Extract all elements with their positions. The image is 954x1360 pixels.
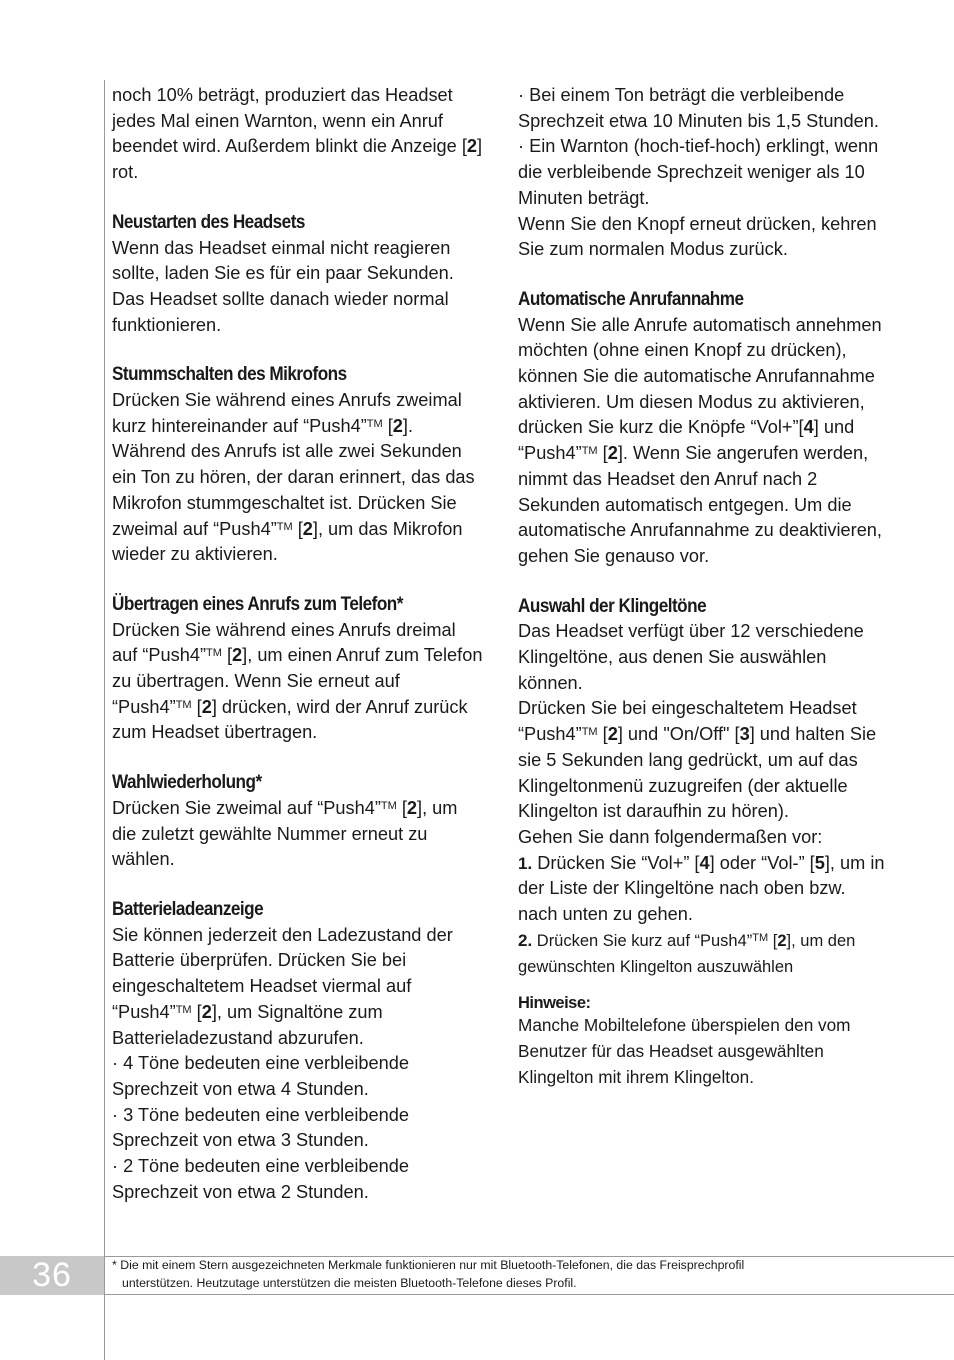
footnote-line-2: unterstützen. Heutzutage unterstützen die meisten Bluetooth-Telefone dieses Profil.	[122, 1275, 577, 1290]
trademark-sign: TM	[276, 520, 293, 533]
section-redial	[112, 770, 484, 873]
restart-text: Wenn das Headset einmal nicht reagieren sollte, laden Sie es für ein paar Sekunden. Das Headset sollte danach wieder normal funktionieren.	[112, 237, 454, 335]
section-ringtones	[518, 594, 890, 981]
heading-transfer: Übertragen eines Anrufs zum Telefon*	[112, 592, 403, 615]
trademark-sign: TM	[175, 1003, 192, 1016]
section-transfer	[112, 592, 484, 746]
section-battery	[112, 897, 484, 1205]
ref-number: 2	[201, 1001, 212, 1022]
ref-number: 4	[699, 852, 710, 873]
ref-number: 2	[201, 696, 212, 717]
ref-number: 2	[777, 931, 787, 950]
trademark-sign: TM	[581, 726, 598, 739]
auto-answer-text: Wenn Sie alle Anrufe automatisch annehmen möchten (ohne einen Knopf zu drücken), können Sie die automatische Anrufannahme aktivieren. Um diesen Modus zu aktivieren, drücken Sie kurz die Knöpfe “Vol+”[4] und “Push4”™ [2]. Wenn Sie angerufen werden, nimmt das Headset den Anruf nach 2 Sekunden automatisch entgegen. Um die automatische Anrufannahme zu deaktivieren, gehen Sie genauso vor.	[518, 314, 882, 566]
page-number: 36	[0, 1256, 104, 1295]
heading-ringtones: Auswahl der Klingeltöne	[518, 594, 707, 617]
battery-bullet-1: · Bei einem Ton beträgt die verbleibende Sprechzeit etwa 10 Minuten bis 1,5 Stunden.	[518, 85, 879, 131]
notes-box	[518, 994, 890, 1090]
ref-number: 2	[607, 724, 618, 745]
trademark-sign: TM	[206, 647, 222, 660]
footnote-line-1: * Die mit einem Stern ausgezeichneten Merkmale funktionieren nur mit Bluetooth-Telefonen, die das Freisprechprofil	[112, 1258, 745, 1272]
heading-mute: Stummschalten des Mikrofons	[112, 363, 347, 386]
footer-rule-bottom	[104, 1294, 954, 1295]
mute-text: Drücken Sie während eines Anrufs zweimal kurz hintereinander auf “Push4”™ [2]. Während des Anrufs ist alle zwei Sekunden ein Ton zu hören, der daran erinnert, das das Mikrofon stummgeschaltet ist. Drücken Sie zweimal auf “Push4”™ [2], um das Mikrofon wieder zu aktivieren.	[112, 390, 475, 565]
ringtones-menu-text: Drücken Sie bei eingeschaltetem Headset “Push4”™ [2] und "On/Off" [3] und halten Sie sie 5 Sekunden lang gedrückt, um auf das Klingeltonmenü zuzugreifen (der aktuelle Klingelton ist daraufhin zu hören).	[518, 698, 877, 822]
ref-number: 5	[814, 852, 825, 873]
transfer-text: Drücken Sie während eines Anrufs dreimal auf “Push4”™ [2], um einen Anruf zum Telefon zu übertragen. Wenn Sie erneut auf “Push4”™ [2] drücken, wird der Anruf zurück zum Headset übertragen.	[112, 619, 483, 743]
ref-number: 2	[302, 518, 313, 539]
trademark-sign: TM	[380, 799, 397, 812]
ref-number: 2	[232, 645, 243, 666]
trademark-sign: TM	[366, 417, 383, 430]
heading-restart: Neustarten des Headsets	[112, 210, 305, 233]
column-divider	[104, 80, 105, 1360]
ref-number: 2	[466, 136, 478, 157]
heading-battery: Batterieladeanzeige	[112, 897, 264, 920]
right-column	[518, 83, 890, 1090]
intro-paragraph: noch 10% beträgt, produziert das Headset jedes Mal einen Warnton, wenn ein Anruf beendet wird. Außerdem blinkt die Anzeige [2] rot.	[112, 85, 483, 183]
section-auto-answer	[518, 287, 890, 570]
battery-text: Sie können jederzeit den Ladezustand der Batterie überprüfen. Drücken Sie bei eingeschaltetem Headset viermal auf “Push4”™ [2], um Signaltöne zum Batterieladezustand abzurufen.	[112, 924, 453, 1048]
trademark-sign: TM	[581, 445, 598, 458]
ringtones-intro: Das Headset verfügt über 12 verschiedene Klingeltöne, aus denen Sie auswählen können.	[518, 621, 864, 693]
ringtones-steps-intro: Gehen Sie dann folgendermaßen vor:	[518, 826, 823, 847]
trademark-sign: TM	[752, 931, 769, 944]
battery-normal-mode: Wenn Sie den Knopf erneut drücken, kehren Sie zum normalen Modus zurück.	[518, 213, 877, 260]
battery-bullet-2: · 2 Töne bedeuten eine verbleibende Sprechzeit von etwa 2 Stunden.	[112, 1156, 409, 1202]
section-restart	[112, 210, 484, 339]
battery-bullet-4: · 4 Töne bedeuten eine verbleibende Sprechzeit von etwa 4 Stunden.	[112, 1053, 409, 1099]
left-column	[112, 83, 484, 1205]
battery-bullet-warn: · Ein Warnton (hoch-tief-hoch) erklingt, wenn die verbleibende Sprechzeit weniger als 10 Minuten beträgt.	[518, 136, 879, 208]
footnote	[112, 1257, 942, 1292]
notes-title: Hinweise:	[518, 994, 591, 1013]
trademark-sign: TM	[175, 698, 192, 711]
heading-auto-answer: Automatische Anrufannahme	[518, 287, 744, 310]
heading-redial: Wahlwiederholung*	[112, 771, 262, 794]
section-mute	[112, 362, 484, 568]
ref-number: 2	[406, 797, 418, 818]
redial-text: Drücken Sie zweimal auf “Push4”™ [2], um die zuletzt gewählte Nummer erneut zu wählen.	[112, 797, 458, 870]
ringtones-step-2: 2. Drücken Sie kurz auf “Push4”™ [2], um den gewünschten Klingelton auszuwählen	[518, 930, 856, 976]
ref-number: 2	[392, 415, 403, 436]
ref-number: 3	[739, 724, 750, 745]
ringtones-step-1: 1. Drücken Sie “Vol+” [4] oder “Vol-” [5], um in der Liste der Klingeltöne nach oben bzw. nach unten zu gehen.	[518, 852, 885, 925]
ref-number: 4	[803, 417, 814, 438]
battery-bullet-3: · 3 Töne bedeuten eine verbleibende Sprechzeit von etwa 3 Stunden.	[112, 1104, 409, 1151]
notes-text: Manche Mobiltelefone überspielen den vom Benutzer für das Headset ausgewählten Klingelton mit ihrem Klingelton.	[518, 1015, 851, 1087]
ref-number: 2	[607, 443, 618, 464]
